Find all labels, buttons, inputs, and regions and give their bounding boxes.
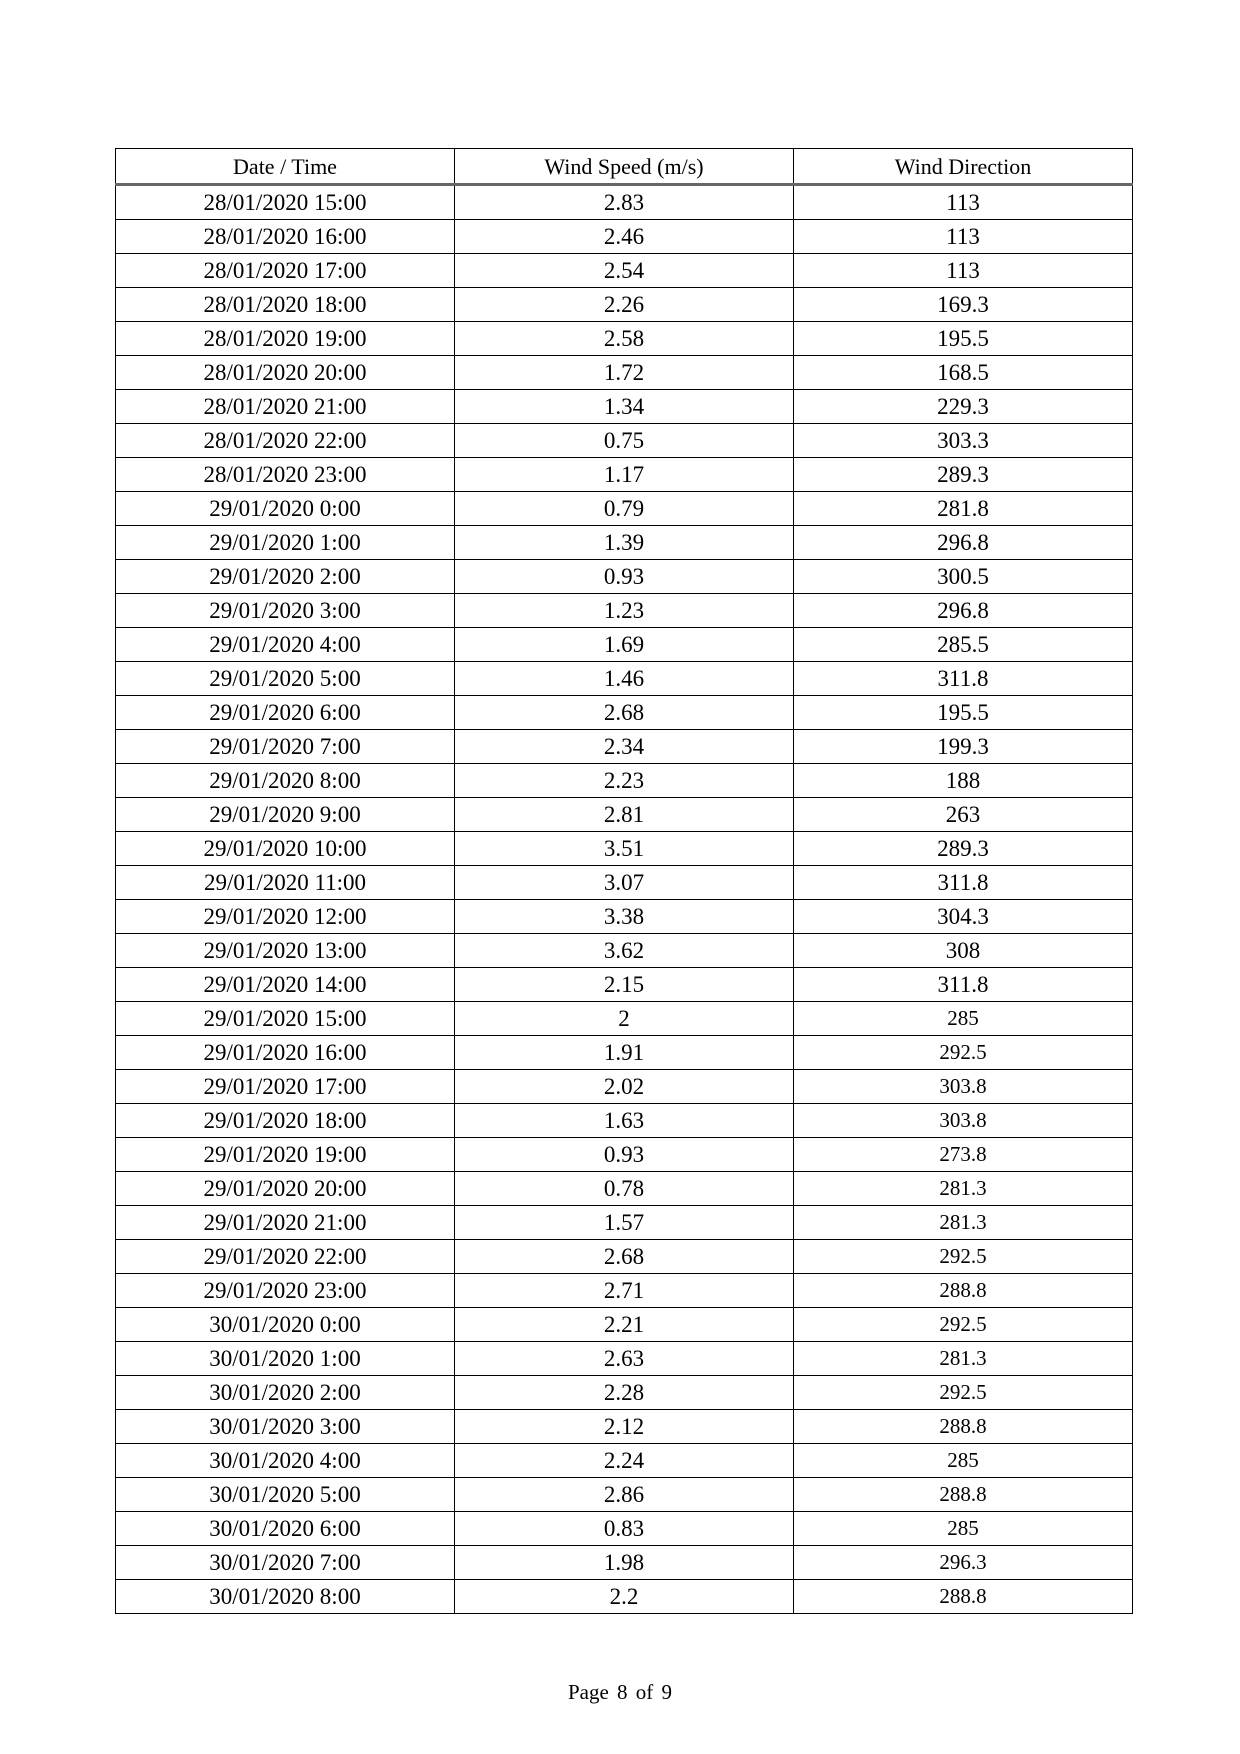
table-row: [116, 1002, 1133, 1036]
cell-wind-speed: 3.07: [455, 866, 794, 900]
cell-date-time: 28/01/2020 15:00: [116, 185, 455, 220]
table-row: [116, 288, 1133, 322]
table-row: [116, 696, 1133, 730]
table-row: [116, 492, 1133, 526]
cell-wind-speed: 1.34: [455, 390, 794, 424]
table-row: [116, 832, 1133, 866]
table-row: [116, 1206, 1133, 1240]
cell-wind-speed: 2.68: [455, 696, 794, 730]
cell-date-time: 28/01/2020 16:00: [116, 220, 455, 254]
cell-date-time: 30/01/2020 6:00: [116, 1512, 455, 1546]
cell-wind-speed: 2.63: [455, 1342, 794, 1376]
cell-wind-speed: 0.83: [455, 1512, 794, 1546]
cell-wind-direction: 311.8: [794, 968, 1133, 1002]
cell-wind-direction: 281.3: [794, 1206, 1133, 1240]
table-row: [116, 1376, 1133, 1410]
header-wind-direction: Wind Direction: [794, 149, 1133, 185]
cell-wind-direction: 188: [794, 764, 1133, 798]
cell-wind-direction: 113: [794, 185, 1133, 220]
cell-wind-speed: 2.46: [455, 220, 794, 254]
cell-wind-speed: 2.23: [455, 764, 794, 798]
cell-date-time: 29/01/2020 19:00: [116, 1138, 455, 1172]
table-row: [116, 1036, 1133, 1070]
table-row: [116, 560, 1133, 594]
cell-date-time: 30/01/2020 3:00: [116, 1410, 455, 1444]
cell-wind-direction: 292.5: [794, 1308, 1133, 1342]
cell-date-time: 30/01/2020 2:00: [116, 1376, 455, 1410]
cell-wind-speed: 2.21: [455, 1308, 794, 1342]
cell-wind-direction: 169.3: [794, 288, 1133, 322]
cell-wind-speed: 2.15: [455, 968, 794, 1002]
cell-date-time: 28/01/2020 19:00: [116, 322, 455, 356]
cell-date-time: 29/01/2020 8:00: [116, 764, 455, 798]
table-row: [116, 1240, 1133, 1274]
wind-data-table: [115, 148, 1133, 1614]
cell-wind-speed: 2.28: [455, 1376, 794, 1410]
cell-wind-direction: 288.8: [794, 1478, 1133, 1512]
cell-wind-direction: 288.8: [794, 1274, 1133, 1308]
table-row: [116, 356, 1133, 390]
cell-date-time: 28/01/2020 21:00: [116, 390, 455, 424]
cell-date-time: 29/01/2020 7:00: [116, 730, 455, 764]
cell-wind-direction: 113: [794, 254, 1133, 288]
cell-wind-speed: 2.86: [455, 1478, 794, 1512]
cell-wind-direction: 273.8: [794, 1138, 1133, 1172]
cell-wind-direction: 292.5: [794, 1376, 1133, 1410]
table-row: [116, 1342, 1133, 1376]
cell-wind-direction: 304.3: [794, 900, 1133, 934]
cell-date-time: 29/01/2020 18:00: [116, 1104, 455, 1138]
cell-date-time: 28/01/2020 18:00: [116, 288, 455, 322]
page-number: Page 8 of 9: [567, 1680, 673, 1704]
cell-wind-speed: 1.98: [455, 1546, 794, 1580]
cell-wind-speed: 2.68: [455, 1240, 794, 1274]
cell-date-time: 29/01/2020 15:00: [116, 1002, 455, 1036]
cell-date-time: 29/01/2020 4:00: [116, 628, 455, 662]
cell-date-time: 30/01/2020 5:00: [116, 1478, 455, 1512]
table-row: [116, 390, 1133, 424]
cell-wind-direction: 113: [794, 220, 1133, 254]
cell-date-time: 29/01/2020 2:00: [116, 560, 455, 594]
cell-date-time: 29/01/2020 13:00: [116, 934, 455, 968]
cell-wind-direction: 296.3: [794, 1546, 1133, 1580]
cell-wind-direction: 281.8: [794, 492, 1133, 526]
cell-wind-direction: 289.3: [794, 832, 1133, 866]
cell-wind-direction: 199.3: [794, 730, 1133, 764]
cell-wind-speed: 0.79: [455, 492, 794, 526]
cell-wind-speed: 1.63: [455, 1104, 794, 1138]
cell-wind-direction: 285: [794, 1002, 1133, 1036]
cell-wind-speed: 2.54: [455, 254, 794, 288]
cell-date-time: 29/01/2020 9:00: [116, 798, 455, 832]
table-row: [116, 1478, 1133, 1512]
cell-date-time: 29/01/2020 0:00: [116, 492, 455, 526]
table-row: [116, 1104, 1133, 1138]
table-row: [116, 1070, 1133, 1104]
cell-wind-speed: 1.57: [455, 1206, 794, 1240]
table-row: [116, 1410, 1133, 1444]
cell-date-time: 29/01/2020 6:00: [116, 696, 455, 730]
table-row: [116, 1444, 1133, 1478]
cell-date-time: 29/01/2020 3:00: [116, 594, 455, 628]
cell-wind-speed: 2.34: [455, 730, 794, 764]
cell-wind-speed: 2.81: [455, 798, 794, 832]
cell-date-time: 29/01/2020 11:00: [116, 866, 455, 900]
cell-wind-speed: 0.93: [455, 1138, 794, 1172]
cell-wind-speed: 0.75: [455, 424, 794, 458]
cell-wind-direction: 168.5: [794, 356, 1133, 390]
cell-date-time: 28/01/2020 22:00: [116, 424, 455, 458]
cell-wind-speed: 0.93: [455, 560, 794, 594]
table-row: [116, 220, 1133, 254]
cell-wind-speed: 2.02: [455, 1070, 794, 1104]
cell-date-time: 29/01/2020 21:00: [116, 1206, 455, 1240]
cell-wind-direction: 311.8: [794, 866, 1133, 900]
header-wind-speed: Wind Speed (m/s): [455, 149, 794, 185]
cell-wind-direction: 303.3: [794, 424, 1133, 458]
table-row: [116, 764, 1133, 798]
table-row: [116, 866, 1133, 900]
cell-date-time: 29/01/2020 5:00: [116, 662, 455, 696]
cell-date-time: 29/01/2020 20:00: [116, 1172, 455, 1206]
table-row: [116, 1308, 1133, 1342]
header-row: [116, 149, 1133, 185]
cell-wind-speed: 2.58: [455, 322, 794, 356]
cell-wind-direction: 303.8: [794, 1104, 1133, 1138]
cell-date-time: 30/01/2020 0:00: [116, 1308, 455, 1342]
cell-wind-speed: 3.62: [455, 934, 794, 968]
cell-date-time: 28/01/2020 23:00: [116, 458, 455, 492]
cell-wind-direction: 195.5: [794, 322, 1133, 356]
cell-wind-direction: 296.8: [794, 594, 1133, 628]
cell-wind-speed: 1.17: [455, 458, 794, 492]
cell-date-time: 29/01/2020 17:00: [116, 1070, 455, 1104]
header-date-time: Date / Time: [116, 149, 455, 185]
cell-wind-speed: 2.83: [455, 185, 794, 220]
cell-wind-direction: 263: [794, 798, 1133, 832]
table-row: [116, 1512, 1133, 1546]
cell-date-time: 29/01/2020 14:00: [116, 968, 455, 1002]
table-row: [116, 934, 1133, 968]
cell-wind-speed: 2.71: [455, 1274, 794, 1308]
table-row: [116, 1546, 1133, 1580]
cell-wind-direction: 311.8: [794, 662, 1133, 696]
cell-wind-direction: 292.5: [794, 1036, 1133, 1070]
cell-date-time: 29/01/2020 23:00: [116, 1274, 455, 1308]
table-body: [116, 185, 1133, 1614]
table-row: [116, 526, 1133, 560]
cell-wind-speed: 2: [455, 1002, 794, 1036]
cell-date-time: 30/01/2020 1:00: [116, 1342, 455, 1376]
cell-wind-speed: 2.12: [455, 1410, 794, 1444]
cell-wind-speed: 1.69: [455, 628, 794, 662]
cell-wind-direction: 300.5: [794, 560, 1133, 594]
table-row: [116, 254, 1133, 288]
cell-wind-speed: 1.91: [455, 1036, 794, 1070]
cell-date-time: 29/01/2020 10:00: [116, 832, 455, 866]
cell-wind-speed: 3.38: [455, 900, 794, 934]
cell-wind-speed: 0.78: [455, 1172, 794, 1206]
table-row: [116, 424, 1133, 458]
cell-date-time: 29/01/2020 12:00: [116, 900, 455, 934]
cell-date-time: 28/01/2020 17:00: [116, 254, 455, 288]
cell-date-time: 29/01/2020 1:00: [116, 526, 455, 560]
cell-wind-speed: 2.26: [455, 288, 794, 322]
cell-wind-speed: 1.39: [455, 526, 794, 560]
table-row: [116, 322, 1133, 356]
cell-wind-speed: 1.46: [455, 662, 794, 696]
cell-wind-direction: 303.8: [794, 1070, 1133, 1104]
table-row: [116, 628, 1133, 662]
cell-date-time: 29/01/2020 22:00: [116, 1240, 455, 1274]
cell-wind-speed: 1.23: [455, 594, 794, 628]
cell-wind-direction: 285.5: [794, 628, 1133, 662]
cell-date-time: 29/01/2020 16:00: [116, 1036, 455, 1070]
table-row: [116, 662, 1133, 696]
cell-wind-speed: 1.72: [455, 356, 794, 390]
cell-wind-speed: 3.51: [455, 832, 794, 866]
cell-wind-direction: 288.8: [794, 1580, 1133, 1614]
table-row: [116, 458, 1133, 492]
cell-wind-direction: 308: [794, 934, 1133, 968]
table-row: [116, 798, 1133, 832]
cell-wind-direction: 281.3: [794, 1342, 1133, 1376]
cell-date-time: 30/01/2020 4:00: [116, 1444, 455, 1478]
table-row: [116, 1138, 1133, 1172]
cell-wind-direction: 296.8: [794, 526, 1133, 560]
cell-wind-direction: 195.5: [794, 696, 1133, 730]
table-row: [116, 1172, 1133, 1206]
cell-date-time: 30/01/2020 8:00: [116, 1580, 455, 1614]
cell-wind-direction: 285: [794, 1444, 1133, 1478]
cell-wind-direction: 229.3: [794, 390, 1133, 424]
cell-wind-direction: 285: [794, 1512, 1133, 1546]
table-row: [116, 900, 1133, 934]
cell-wind-direction: 288.8: [794, 1410, 1133, 1444]
cell-wind-direction: 281.3: [794, 1172, 1133, 1206]
table-row: [116, 730, 1133, 764]
table-row: [116, 185, 1133, 220]
table-header: [116, 149, 1133, 185]
cell-date-time: 30/01/2020 7:00: [116, 1546, 455, 1580]
table-row: [116, 1580, 1133, 1614]
cell-wind-direction: 292.5: [794, 1240, 1133, 1274]
cell-wind-direction: 289.3: [794, 458, 1133, 492]
cell-wind-speed: 2.24: [455, 1444, 794, 1478]
cell-wind-speed: 2.2: [455, 1580, 794, 1614]
table-row: [116, 594, 1133, 628]
cell-date-time: 28/01/2020 20:00: [116, 356, 455, 390]
table-row: [116, 1274, 1133, 1308]
table-row: [116, 968, 1133, 1002]
